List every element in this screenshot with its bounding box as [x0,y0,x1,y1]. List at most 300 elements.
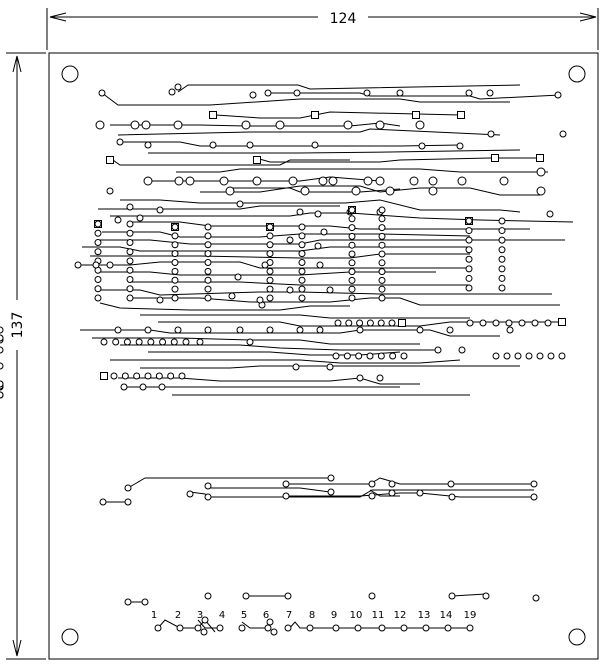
via-pad [349,286,355,292]
via-pad [466,228,472,234]
trace [216,112,460,118]
through-hole-pad [226,187,234,195]
via-pad [533,595,539,601]
via-pad [157,297,163,303]
trace [102,232,470,237]
via-pad [122,373,128,379]
via-pad [327,287,333,293]
via-pad [115,327,121,333]
via-pad [267,242,273,248]
via-pad [0,363,3,369]
via-pad [124,339,130,345]
via-pad [113,339,119,345]
via-pad [493,353,499,359]
trace [148,150,520,153]
via-pad [205,295,211,301]
via-pad [172,251,178,257]
via-pad [267,224,273,230]
via-pad [328,475,334,481]
trace [120,142,460,146]
via-pad [315,211,321,217]
via-pad [265,90,271,96]
via-pad [367,353,373,359]
through-hole-pad [416,121,424,129]
through-hole-pad [376,177,384,185]
connector-pin-label: 14 [439,610,453,621]
via-pad [317,262,323,268]
through-hole-pad [96,121,104,129]
connector-pin-label: 2 [174,610,182,621]
via-pad [205,286,211,292]
square-pad [101,373,108,380]
via-pad [93,262,99,268]
via-pad [187,491,193,497]
via-pad [0,327,3,333]
via-pad [267,327,273,333]
via-pad [197,339,203,345]
trace [140,315,470,318]
via-pad [148,339,154,345]
trace [130,298,560,305]
via-pad [127,204,133,210]
via-pad [357,327,363,333]
connector-pin-label: 8 [308,610,316,621]
via-pad [172,242,178,248]
via-pad [157,207,163,213]
through-hole-pad [458,177,466,185]
via-pad [378,353,384,359]
through-hole-pad [276,121,284,129]
via-pad [121,384,127,390]
via-pad [349,260,355,266]
via-pad [127,277,133,283]
trace [452,594,486,596]
via-pad [349,295,355,301]
via-pad [172,224,178,230]
via-pad [95,221,101,227]
via-pad [379,207,385,213]
trace [90,254,470,258]
via-pad [531,494,537,500]
via-pad [127,230,133,236]
trace [120,345,440,350]
square-pad [492,155,499,162]
via-pad [364,90,370,96]
connector-pin-label: 10 [349,610,363,621]
via-pad [559,353,565,359]
via-pad [367,320,373,326]
via-pad [267,251,273,257]
via-pad [134,373,140,379]
via-pad [379,251,385,257]
via-pad [379,277,385,283]
via-pad [355,625,361,631]
via-pad [136,339,142,345]
via-pad [239,625,245,631]
through-hole-pad [319,177,327,185]
trace [118,378,420,384]
via-pad [532,320,538,326]
via-pad [237,327,243,333]
via-pad [499,285,505,291]
trace [110,360,460,363]
via-pad [201,629,207,635]
via-pad [237,201,243,207]
mounting-hole-top-right [569,66,585,82]
trace [98,206,340,209]
through-hole-pad [253,177,261,185]
connector-pin-label: 7 [285,610,293,621]
via-pad [205,260,211,266]
through-hole-pad [186,177,194,185]
via-pad [142,599,148,605]
via-pad [379,269,385,275]
width-label: 124 [329,11,357,27]
via-pad [466,275,472,281]
via-pad [127,240,133,246]
via-pad [377,375,383,381]
via-pad [257,297,263,303]
via-pad [205,327,211,333]
connector-pin-label: 9 [330,610,338,621]
via-pad [333,353,339,359]
via-pad [515,353,521,359]
via-pad [419,143,425,149]
via-pad [445,625,451,631]
height-dimension [6,53,46,659]
via-pad [349,251,355,257]
via-pad [447,327,453,333]
via-pad [349,269,355,275]
connector-pin-label: 3 [196,610,204,621]
via-pad [100,499,106,505]
via-pad [145,373,151,379]
square-pad [537,155,544,162]
connector-pin-label: 4 [218,610,226,621]
via-pad [466,256,472,262]
via-pad [145,327,151,333]
via-pad [299,277,305,283]
via-pad [127,221,133,227]
via-pad [417,490,423,496]
via-pad [467,320,473,326]
via-pad [95,286,101,292]
square-pad [107,157,114,164]
trace [286,478,534,484]
via-pad [169,89,175,95]
via-pad [467,625,473,631]
mounting-hole-bottom-left [62,629,78,645]
square-pad [413,112,420,119]
via-pad [247,339,253,345]
through-hole-pad [131,121,139,129]
via-pad [205,268,211,274]
through-hole-pad [289,177,297,185]
via-pad [487,90,493,96]
via-pad [297,327,303,333]
traces [76,85,573,632]
mounting-hole-top-left [62,66,78,82]
via-pad [504,353,510,359]
trace [130,123,400,126]
via-pad [115,217,121,223]
via-pad [397,90,403,96]
via-pad [321,229,327,235]
via-pad [267,268,273,274]
via-pad [435,347,441,353]
through-hole-pad [429,187,437,195]
via-pad [168,373,174,379]
via-pad [299,260,305,266]
via-pad [172,233,178,239]
via-pad [299,233,305,239]
via-pad [0,347,3,353]
via-pad [243,593,249,599]
through-hole-pad [174,121,182,129]
connector-pin-label: 6 [262,610,270,621]
via-pad [175,327,181,333]
via-pad [379,216,385,222]
connector-pin-label: 5 [240,610,248,621]
via-pad [378,320,384,326]
via-pad [499,247,505,253]
square-pad [399,320,406,327]
via-pad [127,267,133,273]
via-pad [155,625,161,631]
via-pad [210,142,216,148]
via-pad [466,266,472,272]
square-pad [254,157,261,164]
via-pad [499,266,505,272]
via-pad [349,225,355,231]
via-pad [172,286,178,292]
via-pad [417,327,423,333]
via-pad [125,499,131,505]
via-pad [379,625,385,631]
via-pad [156,373,162,379]
via-pad [285,593,291,599]
via-pad [548,353,554,359]
via-pad [95,240,101,246]
mounting-hole-bottom-right [569,629,585,645]
via-pad [466,90,472,96]
via-pad [537,353,543,359]
connector-pin-label: 1 [150,610,158,621]
via-pad [127,295,133,301]
connector-pin-label: 11 [371,610,385,621]
through-hole-pad [537,187,545,195]
via-pad [312,142,318,148]
via-pad [195,625,201,631]
via-pad [531,481,537,487]
via-pad [379,242,385,248]
via-pad [172,295,178,301]
via-pad [327,364,333,370]
via-pad [283,493,289,499]
via-pad [379,295,385,301]
via-pad [287,287,293,293]
via-pad [285,625,291,631]
via-pad [95,295,101,301]
via-pad [369,481,375,487]
via-pad [317,327,323,333]
through-hole-pad [329,177,337,185]
via-pad [401,625,407,631]
through-hole-pad [537,168,545,176]
via-pad [145,142,151,148]
through-hole-pad [242,121,250,129]
via-pad [507,327,513,333]
square-pad [559,319,566,326]
through-hole-pad [175,177,183,185]
via-pad [117,139,123,145]
via-pad [506,320,512,326]
via-pad [250,92,256,98]
via-pad [335,320,341,326]
via-pad [519,320,525,326]
via-pad [349,233,355,239]
via-pad [294,90,300,96]
via-pad [247,142,253,148]
via-pad [369,493,375,499]
via-pad [171,339,177,345]
via-pad [107,188,113,194]
connector-pin-label: 19 [463,610,477,621]
via-pad [457,143,463,149]
via-pad [267,233,273,239]
via-pad [95,230,101,236]
via-pad [229,293,235,299]
via-pad [499,256,505,262]
via-pad [111,373,117,379]
via-pad [205,593,211,599]
via-pad [299,268,305,274]
via-pad [265,625,271,631]
via-pad [389,490,395,496]
via-pad [357,375,363,381]
trace [100,290,552,295]
via-pad [205,251,211,257]
through-hole-pad [376,121,384,129]
via-pad [299,286,305,292]
via-pad [267,295,273,301]
via-pad [389,320,395,326]
via-pad [172,268,178,274]
via-pad [75,262,81,268]
via-pad [357,320,363,326]
through-hole-pad [144,177,152,185]
via-pad [205,277,211,283]
via-pad [449,494,455,500]
via-pad [328,489,334,495]
connector-pin-labels [151,610,477,621]
through-hole-pad [429,177,437,185]
via-pad [299,242,305,248]
trace [80,330,500,336]
via-pad [262,262,268,268]
via-pad [526,353,532,359]
via-pad [483,593,489,599]
via-pad [137,215,143,221]
via-pad [356,353,362,359]
through-hole-pad [410,177,418,185]
via-pad [379,225,385,231]
via-pad [205,224,211,230]
via-pad [349,216,355,222]
via-pad [267,286,273,292]
via-pad [205,483,211,489]
via-pad [401,353,407,359]
via-pad [466,237,472,243]
via-pad [235,274,241,280]
via-pad [547,211,553,217]
via-pad [160,339,166,345]
via-pad [493,320,499,326]
via-pad [172,277,178,283]
via-pad [159,384,165,390]
trace [208,488,330,492]
trace [200,186,540,195]
via-pad [499,228,505,234]
via-pad [390,353,396,359]
via-pad [307,625,313,631]
through-hole-pad [142,121,150,129]
trace [176,169,548,172]
via-pad [379,233,385,239]
via-pad [499,237,505,243]
via-pad [205,494,211,500]
via-pad [175,84,181,90]
via-pad [205,233,211,239]
through-hole-pad [352,187,360,195]
through-hole-pad [344,121,352,129]
via-pad [344,353,350,359]
through-hole-pad [386,187,394,195]
trace [118,129,500,135]
via-pad [389,481,395,487]
via-pad [379,286,385,292]
via-pad [555,92,561,98]
via-pad [127,249,133,255]
via-pad [480,320,486,326]
trace [128,478,330,488]
via-pad [299,251,305,257]
via-pad [459,347,465,353]
via-pad [217,625,223,631]
connector-pin-label: 13 [417,610,431,621]
via-pad [349,277,355,283]
trace [100,303,350,310]
via-pad [346,320,352,326]
via-pad [95,249,101,255]
via-pad [299,224,305,230]
square-pad [210,112,217,119]
via-pad [101,339,107,345]
via-pad [369,593,375,599]
via-pad [545,320,551,326]
via-pad [315,243,321,249]
through-hole-pad [220,177,228,185]
via-pad [448,481,454,487]
through-hole-pad [301,187,309,195]
via-pad [379,260,385,266]
through-hole-pad [364,177,372,185]
trace [98,240,565,244]
via-pad [95,277,101,283]
via-pad [179,373,185,379]
trace [148,352,400,355]
via-pad [466,218,472,224]
